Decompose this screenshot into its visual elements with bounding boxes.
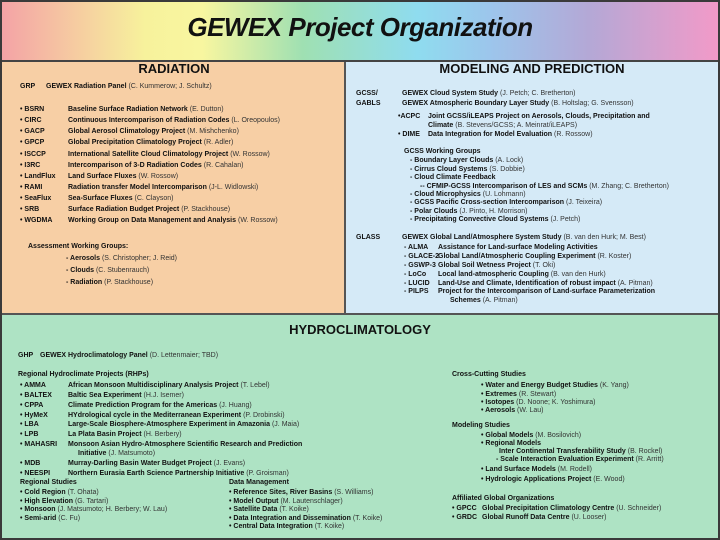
data-management-item: • Reference Sites, River Basins (S. Williams) (229, 489, 374, 496)
affiliated-org: • GRDC Global Runoff Data Centre (U. Looser) (452, 514, 607, 521)
acpc-line-2: Climate (B. Stevens/GCSS; A. Meinrat/iLEAPS) (428, 122, 578, 129)
rhp-item: • LPB La Plata Basin Project (H. Berbery) (20, 431, 182, 438)
radiation-item: • WGDMA Working Group on Data Management and Analysis (W. Rossow) (20, 217, 278, 224)
radiation-item: • ISCCP International Satellite Cloud Climatology Project (W. Rossow) (20, 151, 270, 158)
rhp-item: • MAHASRI Monsoon Asian Hydro-Atmosphere Scientific Research and Prediction (20, 441, 303, 448)
cross-cutting-item: • Isotopes (D. Noone; K. Yoshimura) (481, 399, 596, 406)
assessment-item: - Clouds (C. Stubenrauch) (66, 267, 150, 274)
radiation-item: • GPCP Global Precipitation Climatology Project (R. Adler) (20, 139, 234, 146)
title-band (2, 2, 718, 62)
glass-item: - GSWP-3 Global Soil Wetness Project (T. Oki) (404, 262, 556, 269)
modeling-study: Inter Continental Transferability Study (B. Rockel) (499, 448, 663, 455)
glass-item: - LUCID Land-Use and Climate, Identification of robust impact (A. Pitman) (404, 280, 653, 287)
gcss-wg-item: - Boundary Layer Clouds (A. Lock) (410, 157, 524, 164)
radiation-panel-line: GRP GEWEX Radiation Panel (C. Kummerow; J. Schultz) (20, 83, 212, 90)
gcss-wg-item: - Cirrus Cloud Systems (S. Dobbie) (410, 166, 525, 173)
radiation-heading: RADIATION (138, 61, 210, 76)
radiation-item: • CIRC Continuous Intercomparison of Radiation Codes (L. Oreopoulos) (20, 117, 280, 124)
modeling-studies-heading: Modeling Studies (452, 422, 510, 429)
rhp-item: • HyMeX HYdrological cycle in the Mediterranean Experiment (P. Drobinski) (20, 412, 285, 419)
ghp-line: GHP GEWEX Hydroclimatology Panel (D. Lettenmaier; TBD) (18, 352, 219, 359)
modeling-study: - Scale Interaction Evaluation Experiment (R. Arritt) (496, 456, 664, 463)
cross-cutting-item: • Water and Energy Budget Studies (K. Yang) (481, 382, 629, 389)
page-title: GEWEX Project Organization (187, 12, 533, 42)
gcss-wg-item: - Precipitating Convective Cloud Systems (J. Petch) (410, 216, 581, 223)
regional-study: • High Elevation (G. Tartari) (20, 498, 109, 505)
radiation-item: • BSRN Baseline Surface Radiation Network (E. Dutton) (20, 106, 224, 113)
modeling-study: • Hydrologic Applications Project (E. Wood) (481, 476, 625, 483)
assessment-item: - Aerosols (S. Christopher; J. Reid) (66, 255, 178, 262)
rhp-item: • LBA Large-Scale Biosphere-Atmosphere Experiment in Amazonia (J. Maia) (20, 421, 300, 428)
radiation-panel (2, 62, 346, 313)
rhp-item: • CPPA Climate Prediction Program for the Americas (J. Huang) (20, 402, 252, 409)
cross-cutting-item: • Extremes (R. Stewart) (481, 391, 557, 398)
rhp-item: • MDB Murray-Darling Basin Water Budget Project (J. Evans) (20, 460, 246, 467)
glass-item: - ALMA Assistance for Land-surface Modeling Activities (404, 244, 598, 251)
gcss-line: GCSS/ GEWEX Cloud System Study (J. Petch; C. Bretherton) (356, 90, 576, 97)
gcss-wg-item: -- CFMIP-GCSS Intercomparison of LES and SCMs (M. Zhang; C. Bretherton) (420, 183, 669, 190)
radiation-item: • SRB Surface Radiation Budget Project (P. Stackhouse) (20, 206, 231, 213)
data-management-item: • Model Output (M. Lautenschlager) (229, 498, 343, 505)
data-management-item: • Central Data Integration (T. Koike) (229, 523, 345, 530)
rhp-item: Initiative (J. Matsumoto) (78, 450, 156, 457)
glass-line: GLASS GEWEX Global Land/Atmosphere System Study (B. van den Hurk; M. Best) (356, 234, 646, 241)
cross-cutting-heading: Cross-Cutting Studies (452, 371, 526, 378)
gabls-line: GABLS GEWEX Atmospheric Boundary Layer Study (B. Holtslag; G. Svensson) (356, 100, 634, 107)
data-management-item: • Data Integration and Dissemination (T. Koike) (229, 515, 383, 522)
glass-item: - GLACE-2Global Land/Atmospheric Coupling Experiment (R. Koster) (404, 253, 632, 260)
acpc-line: •ACPC Joint GCSS/iLEAPS Project on Aerosols, Clouds, Precipitation and (398, 113, 650, 120)
regional-study: • Cold Region (T. Ohata) (20, 489, 99, 496)
modeling-heading: MODELING AND PREDICTION (439, 61, 625, 76)
dime-line: • DIME Data Integration for Model Evaluation (R. Rossow) (398, 131, 593, 138)
radiation-item: • LandFlux Land Surface Fluxes (W. Rossow) (20, 173, 179, 180)
modeling-study: • Regional Models (481, 440, 542, 447)
affiliated-heading: Affiliated Global Organizations (452, 495, 555, 502)
hydroclimatology-panel (2, 313, 718, 538)
data-management-item: • Satellite Data (T. Koike) (229, 506, 309, 513)
radiation-item: • SeaFlux Sea-Surface Fluxes (C. Clayson) (20, 195, 174, 202)
pilps-continuation: Schemes (A. Pitman) (450, 297, 518, 304)
glass-item: - LoCo Local land-atmospheric Coupling (B. van den Hurk) (404, 271, 606, 278)
assessment-item: - Radiation (P. Stackhouse) (66, 279, 154, 286)
regional-study: • Semi-arid (C. Fu) (20, 515, 81, 522)
radiation-item: • I3RC Intercomparison of 3-D Radiation Codes (R. Cahalan) (20, 162, 244, 169)
rhp-heading: Regional Hydroclimate Projects (RHPs) (18, 371, 149, 378)
assessment-heading: Assessment Working Groups: (28, 243, 129, 250)
affiliated-org: • GPCC Global Precipitation Climatology Centre (U. Schneider) (452, 505, 662, 512)
regional-studies-heading: Regional Studies (20, 479, 77, 486)
modeling-study: • Global Models (M. Bosilovich) (481, 432, 582, 439)
hydroclimatology-heading: HYDROCLIMATOLOGY (289, 322, 431, 337)
gcss-wg-heading: GCSS Working Groups (404, 148, 481, 155)
radiation-item: • RAMI Radiation transfer Model Intercomparison (J-L. Widlowski) (20, 184, 259, 191)
gcss-wg-item: - Cloud Climate Feedback (410, 174, 496, 181)
radiation-item: • GACP Global Aerosol Climatology Project (M. Mishchenko) (20, 128, 239, 135)
rhp-item: • AMMA African Monsoon Multidisciplinary Analysis Project (T. Lebel) (20, 382, 270, 389)
glass-item: - PILPS Project for the Intercomparison of Land-surface Parameterization (404, 288, 656, 295)
regional-study: • Monsoon (J. Matsumoto; H. Berbery; W. Lau) (20, 506, 168, 513)
data-management-heading: Data Management (229, 479, 289, 486)
rhp-item: • BALTEX Baltic Sea Experiment (H.J. Isemer) (20, 392, 184, 399)
gcss-wg-item: - GCSS Pacific Cross-section Intercomparison (J. Teixeira) (410, 199, 603, 206)
modeling-panel (346, 62, 718, 313)
gcss-wg-item: - Cloud Microphysics (U. Lohmann) (410, 191, 526, 198)
cross-cutting-item: • Aerosols (W. Lau) (481, 407, 544, 414)
modeling-study: • Land Surface Models (M. Rodell) (481, 466, 592, 473)
gcss-wg-item: - Polar Clouds (J. Pinto, H. Morrison) (410, 208, 528, 215)
rhp-item: • NEESPI Northern Eurasia Earth Science Partnership Initiative (P. Groisman) (20, 470, 289, 477)
